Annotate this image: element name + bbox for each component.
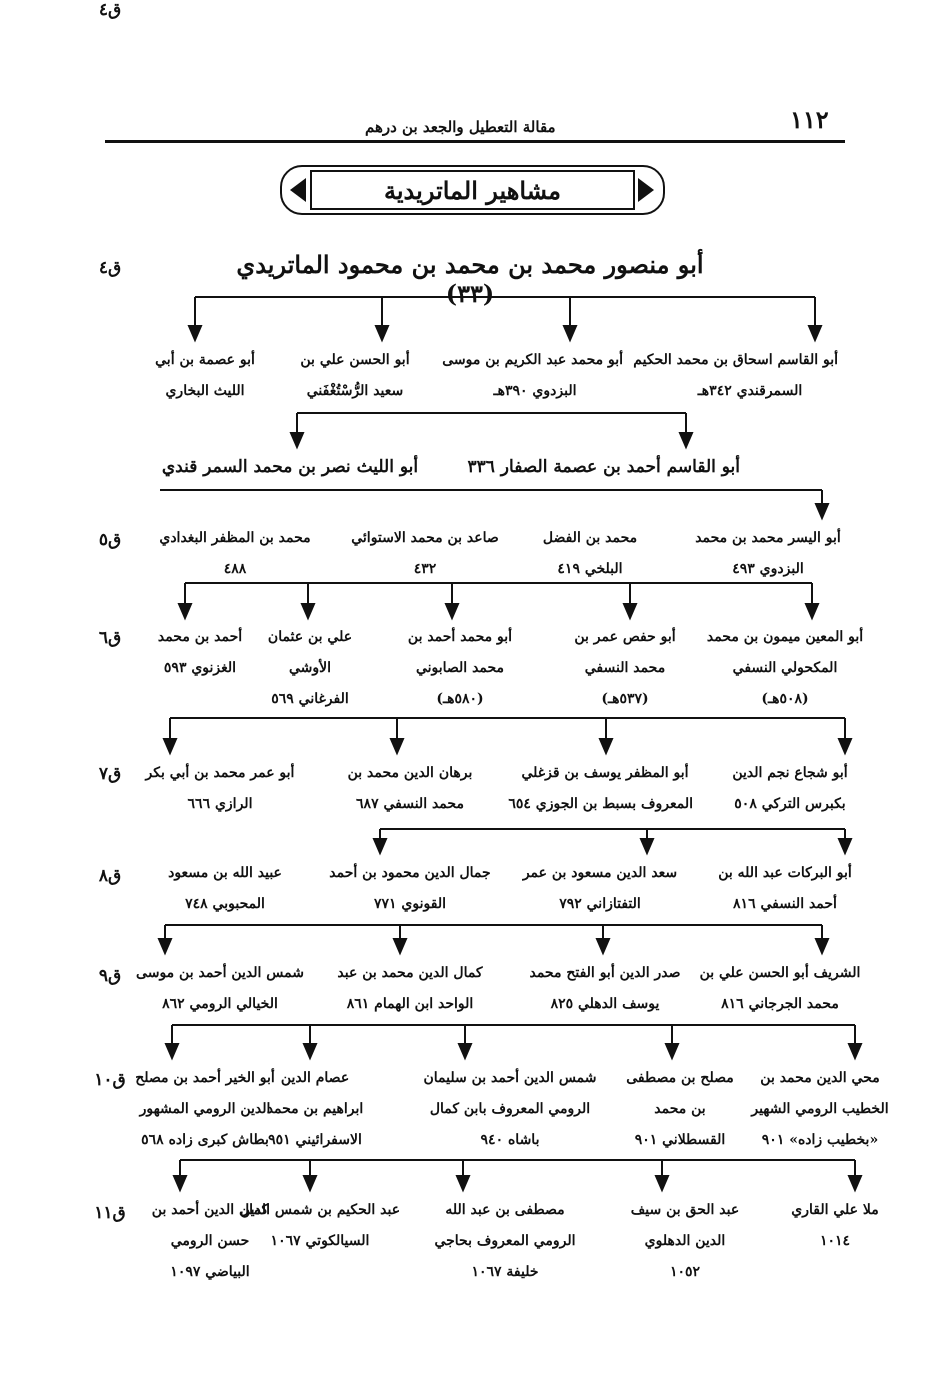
scholar-node	[633, 345, 838, 407]
century-label: ق٥	[98, 530, 122, 550]
arrow-down-icon	[446, 604, 458, 618]
scholar-node	[442, 345, 623, 407]
scholar-node-line: أبو الحسن علي بن	[300, 352, 410, 368]
scholar-node-line: ٤٨٨	[223, 561, 247, 577]
scholar-node-line: صدر الدين أبو الفتح محمد	[529, 965, 681, 981]
century-label: ق١١	[94, 1203, 126, 1223]
scholar-node-line: السيالكوتي ١٠٦٧	[270, 1233, 370, 1249]
century-label: ق٨	[98, 866, 122, 886]
scholar-node-line: الشريف أبو الحسن علي بن	[699, 965, 861, 981]
scholar-node-line: علي بن عثمان	[267, 629, 353, 645]
scholar-node-line: صاعد بن محمد الاستوائي	[351, 530, 499, 546]
arrow-down-icon	[459, 1044, 471, 1058]
arrow-down-icon	[564, 326, 576, 340]
scholar-node-line: الأوشي	[288, 660, 332, 676]
arrow-down-icon	[457, 1176, 469, 1190]
scholar-node-line: عبيد الله بن مسعود	[168, 865, 282, 881]
scholar-node-line: أبو محمد أحمد بن	[407, 629, 513, 645]
scholar-node-line: يوسف الدهلي ٨٢٥	[550, 996, 660, 1012]
scholar-node	[422, 1063, 598, 1156]
scholar-node-line: أحمد النسفي ٨١٦	[733, 896, 837, 912]
scholar-node	[592, 1063, 768, 1156]
arrow-down-icon	[291, 433, 303, 447]
arrow-down-icon	[174, 1176, 186, 1190]
scholar-node-line: أبو المعين ميمون بن محمد	[706, 629, 864, 645]
scholar-node-line: البلخي ٤١٩	[557, 561, 623, 577]
scholar-node	[692, 958, 868, 1020]
scholar-node-line: البياضي ١٠٩٧	[170, 1264, 250, 1280]
scholar-node-line: بن محمد	[654, 1101, 706, 1117]
arrow-down-icon	[849, 1176, 861, 1190]
scholar-node	[117, 1063, 293, 1156]
arrow-down-icon	[816, 939, 828, 953]
scholar-node-line: (٥٠٨هـ)	[761, 691, 809, 707]
scholar-node-line: أبو اليسر محمد بن محمد	[695, 530, 841, 546]
century-label: ق١٠	[94, 1070, 126, 1090]
arrow-down-icon	[376, 326, 388, 340]
arrow-down-icon	[166, 1044, 178, 1058]
scholar-node-line: أبو عصمة بن أبي	[155, 352, 255, 368]
scholar-node-line: السمرقندي ٣٤٢هـ	[697, 383, 803, 399]
arrow-down-icon	[600, 739, 612, 753]
arrow-down-icon	[816, 504, 828, 518]
scholar-node-line: أبو عمر محمد بن أبي بكر	[145, 765, 295, 781]
scholar-node	[122, 1195, 298, 1288]
arrow-down-icon	[159, 939, 171, 953]
running-title: مقالة التعطيل والجعد بن درهم	[365, 118, 556, 136]
scholar-node	[597, 1195, 773, 1288]
scholar-node-line: أبو الليث نصر بن محمد السمر قندي	[161, 457, 419, 477]
scholar-node-line: الغزنوي ٥٩٣	[163, 660, 237, 676]
scholar-node-line: أبو شجاع نجم الدين	[732, 765, 848, 781]
scholar-node-line: ١٠١٤	[819, 1233, 851, 1249]
scholar-node-line: المعروف بسبط بن الجوزي ٦٥٤	[508, 796, 693, 812]
scholar-node-line: القونوي ٧٧١	[374, 896, 446, 912]
scholar-node-line: سعيد الرُّسْتُغْفَني	[306, 383, 404, 399]
scholar-node-line: أبو القاسم أحمد بن عصمة الصفار ٣٣٦	[467, 457, 740, 477]
scholar-node	[112, 622, 288, 684]
scholar-node-line: مصلح بن مصطفى	[626, 1070, 734, 1086]
arrow-down-icon	[597, 939, 609, 953]
century-label: ق٩	[98, 966, 122, 986]
arrow-down-icon	[189, 326, 201, 340]
scholar-node-line: محمد النسفي	[584, 660, 666, 676]
scholar-node-line: محمد بن الفضل	[542, 530, 638, 546]
scholar-node	[680, 523, 856, 585]
scholar-node-line: البزدوي ٤٩٣	[732, 561, 804, 577]
arrow-down-icon	[806, 604, 818, 618]
scholar-node-line: عصام الدين	[280, 1070, 350, 1086]
scholar-node-line: الدين الدهلوي	[644, 1233, 726, 1249]
scholar-node-line: ١٠٥٢	[669, 1264, 701, 1280]
scholar-node-line: شمس الدين أحمد بن موسى	[136, 965, 304, 981]
scholar-node-line: الواحد ابن الهمام ٨٦١	[346, 996, 474, 1012]
scholar-node	[512, 858, 688, 920]
scholar-node	[537, 622, 713, 715]
century-label: ق٦	[98, 628, 122, 648]
scholar-node	[747, 1195, 923, 1257]
scholar-node-line: ابراهيم بن محمد	[266, 1101, 364, 1117]
arrow-down-icon	[304, 1176, 316, 1190]
scholar-node-line: خليفة ١٠٦٧	[471, 1264, 539, 1280]
scholar-node	[322, 958, 498, 1020]
root-node-title: أبو منصور محمد بن محمد بن محمود الماتريدي (٣٣)	[236, 250, 704, 308]
scholar-node-line: الرازي ٦٦٦	[187, 796, 253, 812]
arrow-down-icon	[374, 839, 386, 853]
scholar-node-line: كمال الدين محمد بن عبد	[337, 965, 483, 981]
scholar-node-line: (٥٣٧هـ)	[601, 691, 649, 707]
scholar-node	[417, 1195, 593, 1288]
scholar-node	[147, 523, 323, 585]
scholar-node-line: أبو البركات عبد الله بن	[718, 865, 852, 881]
scholar-node-line: باشاه ٩٤٠	[480, 1132, 540, 1148]
scholar-node	[372, 622, 548, 715]
scholar-node-line: محي الدين محمد بن	[760, 1070, 880, 1086]
scholar-node	[267, 345, 443, 407]
banner-title: مشاهير الماتريدية	[310, 170, 635, 210]
scholar-node-line: جمال الدين محمود بن أحمد	[329, 865, 491, 881]
century-label: ق٧	[98, 764, 122, 784]
scholar-node-line: أبو القاسم اسحاق بن محمد الحكيم	[633, 352, 838, 368]
arrow-down-icon	[849, 1044, 861, 1058]
century-label: ق٤	[98, 0, 122, 20]
scholar-node-line: القسطلاني ٩٠١	[634, 1132, 726, 1148]
scholar-node	[517, 958, 693, 1020]
scholar-node-line: محمد بن المظفر البغدادي	[159, 530, 311, 546]
scholar-node-line: «بخطيب زاده» ٩٠١	[761, 1132, 879, 1148]
arrow-down-icon	[666, 1044, 678, 1058]
scholar-node-line: محمد الجرجاني ٨١٦	[721, 996, 839, 1012]
scholar-node-line: الفرغاني ٥٦٩	[271, 691, 349, 707]
scholar-node	[160, 452, 420, 483]
scholar-node	[337, 523, 513, 585]
scholar-node-line: أبو المظفر يوسف بن قزغلي	[521, 765, 689, 781]
scholar-node-line: المكحولي النسفي	[732, 660, 838, 676]
arrow-down-icon	[302, 604, 314, 618]
scholar-node	[322, 858, 498, 920]
scholar-node-line: أبو محمد عبد الكريم بن موسى	[442, 352, 623, 368]
arrow-down-icon	[839, 839, 851, 853]
page-number: ١١٢	[790, 105, 829, 134]
scholar-node-line: الرومي المعروف بابن كمال	[429, 1101, 591, 1117]
scholar-node	[132, 758, 308, 820]
arrow-down-icon	[809, 326, 821, 340]
scholar-node	[467, 452, 740, 483]
scholar-node-line: المحبوبي ٧٤٨	[185, 896, 265, 912]
scholar-node-line: بكبرس التركي ٥٠٨	[734, 796, 846, 812]
scholar-node-line: أبو حفص عمر بن	[574, 629, 676, 645]
arrow-down-icon	[179, 604, 191, 618]
scholar-node-line: ملا علي القاري	[791, 1202, 879, 1218]
arrow-down-icon	[656, 1176, 668, 1190]
arrow-down-icon	[304, 1044, 316, 1058]
arrow-down-icon	[391, 739, 403, 753]
scholar-node-line: البزدوي ٣٩٠هـ	[493, 383, 577, 399]
arrow-down-icon	[839, 739, 851, 753]
scholar-node-line: (٥٨٠هـ)	[436, 691, 484, 707]
scholar-node	[697, 858, 873, 920]
scholar-node-line: عبد الحق بن سيف	[630, 1202, 740, 1218]
scholar-node-line: حسن الرومي	[170, 1233, 250, 1249]
arrow-down-icon	[680, 433, 692, 447]
century-label-root: ق٤	[98, 258, 122, 278]
arrow-down-icon	[164, 739, 176, 753]
scholar-node-line: سعد الدين مسعود بن عمر	[522, 865, 678, 881]
scholar-node	[132, 958, 308, 1020]
scholar-node-line: مصطفى بن عبد الله	[445, 1202, 565, 1218]
scholar-node-line: التفتازاني ٧٩٢	[559, 896, 641, 912]
arrow-down-icon	[641, 839, 653, 853]
arrow-down-icon	[394, 939, 406, 953]
scholar-node	[702, 758, 878, 820]
scholar-node-line: الخيالي الرومي ٨٦٢	[162, 996, 278, 1012]
scholar-node-line: برهان الدين محمد بن	[347, 765, 473, 781]
scholar-node-line: محمد النسفي ٦٨٧	[356, 796, 464, 812]
scholar-node-line: أحمد بن محمد	[157, 629, 243, 645]
scholar-node-line: الدين الرومي المشهور	[139, 1101, 271, 1117]
scholar-node-line: الاسفرائيني ٩٥١	[268, 1132, 362, 1148]
scholar-node-line: ٤٣٢	[413, 561, 437, 577]
scholar-node	[502, 523, 678, 585]
scholar-node-line: الليث البخاري	[165, 383, 245, 399]
scholar-node	[508, 758, 693, 820]
scholar-node	[137, 858, 313, 920]
scholar-node-line: محمد الصابوني	[415, 660, 505, 676]
scholar-node-line: بطاش كبرى زاده ٥٦٨	[141, 1132, 269, 1148]
scholar-node	[117, 345, 293, 407]
scholar-node	[322, 758, 498, 820]
arrow-down-icon	[624, 604, 636, 618]
scholar-node-line: الرومي المعروف بحاجي	[434, 1233, 576, 1249]
scholar-node-line: شمس الدين أحمد بن سليمان	[423, 1070, 597, 1086]
scholar-node-line: عبد الحكيم بن شمس الدين	[239, 1202, 401, 1218]
scholar-node-line: كمال الدين أحمد بن	[151, 1202, 269, 1218]
scholar-node-line: أبو الخير أحمد بن مصلح	[135, 1070, 275, 1086]
scholar-node	[697, 622, 873, 715]
scholar-node-line: الخطيب الرومي الشهير	[751, 1101, 889, 1117]
